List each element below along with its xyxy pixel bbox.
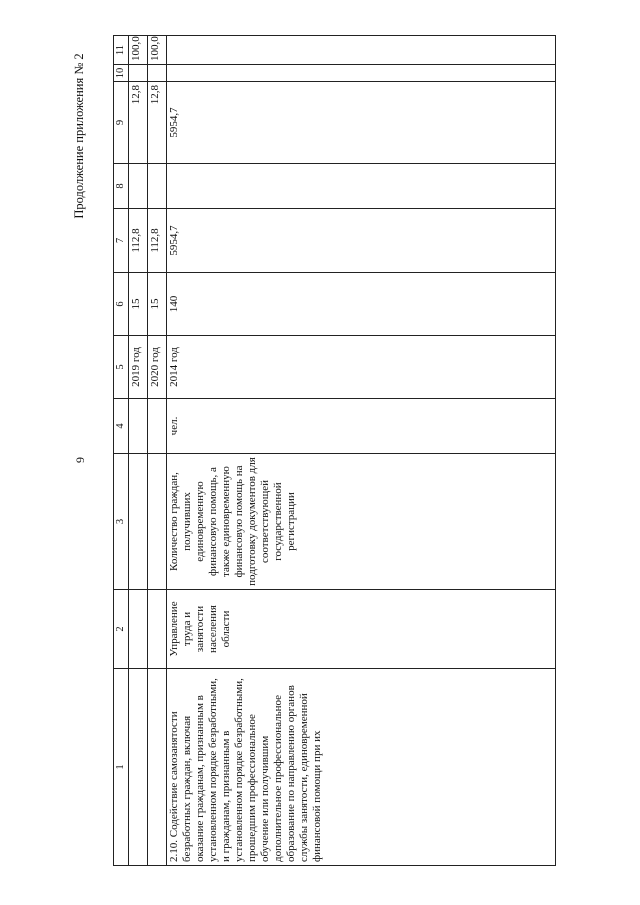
cell-total: 112,8 <box>129 209 148 273</box>
table-row <box>148 36 167 866</box>
page-number: 9 <box>73 457 87 463</box>
col-number-11: 11 <box>114 36 129 65</box>
cell-total: 112,8 <box>148 209 167 273</box>
cell-year: 2020 год <box>148 336 167 399</box>
program-table <box>113 35 556 866</box>
cell-executor <box>129 590 148 669</box>
col-number-7: 7 <box>114 209 129 273</box>
cell-indicator <box>148 454 167 590</box>
cell-measure <box>129 669 148 866</box>
cell-unit: чел. <box>167 399 556 454</box>
cell-year: 2019 год <box>129 336 148 399</box>
cell-col8 <box>129 164 148 209</box>
cell-col10 <box>148 65 167 82</box>
col-number-9: 9 <box>114 82 129 164</box>
cell-unit <box>129 399 148 454</box>
table-row <box>129 36 148 866</box>
cell-col11: 100,0 <box>148 36 167 65</box>
col-number-4: 4 <box>114 399 129 454</box>
cell-indicator: Количество граждан, получивших единовременную финансовую помощь, а также единовременную финансовую помощь на подготовку документов для соответствующей государственной регистрации <box>167 454 556 590</box>
col-number-6: 6 <box>114 273 129 336</box>
col-number-5: 5 <box>114 336 129 399</box>
cell-executor <box>148 590 167 669</box>
cell-col9: 12,8 <box>129 82 148 164</box>
table-row <box>167 36 556 866</box>
cell-value: 15 <box>129 273 148 336</box>
column-number-row <box>114 36 129 866</box>
cell-col8 <box>148 164 167 209</box>
rotated-table-container <box>113 36 577 866</box>
cell-measure <box>148 669 167 866</box>
cell-col8 <box>167 164 556 209</box>
cell-col11: 100,0 <box>129 36 148 65</box>
cell-col11 <box>167 36 556 65</box>
cell-executor: Управление труда и занятости населения области <box>167 590 556 669</box>
cell-year: 2014 год <box>167 336 556 399</box>
cell-col9: 12,8 <box>148 82 167 164</box>
col-number-2: 2 <box>114 590 129 669</box>
cell-col10 <box>167 65 556 82</box>
cell-total: 5954,7 <box>167 209 556 273</box>
cell-col9: 5954,7 <box>167 82 556 164</box>
col-number-10: 10 <box>114 65 129 82</box>
cell-unit <box>148 399 167 454</box>
col-number-8: 8 <box>114 164 129 209</box>
cell-value: 140 <box>167 273 556 336</box>
col-number-1: 1 <box>114 669 129 866</box>
col-number-3: 3 <box>114 454 129 590</box>
appendix-title: Продолжение приложения № 2 <box>72 53 86 219</box>
cell-measure: 2.10. Содействие самозанятости безработных граждан, включая оказание гражданам, признанным в установленном порядке безработными, и гражданам, признанным в установленном порядке безработными, прошедшим профессиональное обучение или получившим дополнительное профессиональное образование по направлению органов службы занятости, единовременной финансовой помощи при их <box>167 669 556 866</box>
cell-indicator <box>129 454 148 590</box>
cell-value: 15 <box>148 273 167 336</box>
cell-col10 <box>129 65 148 82</box>
